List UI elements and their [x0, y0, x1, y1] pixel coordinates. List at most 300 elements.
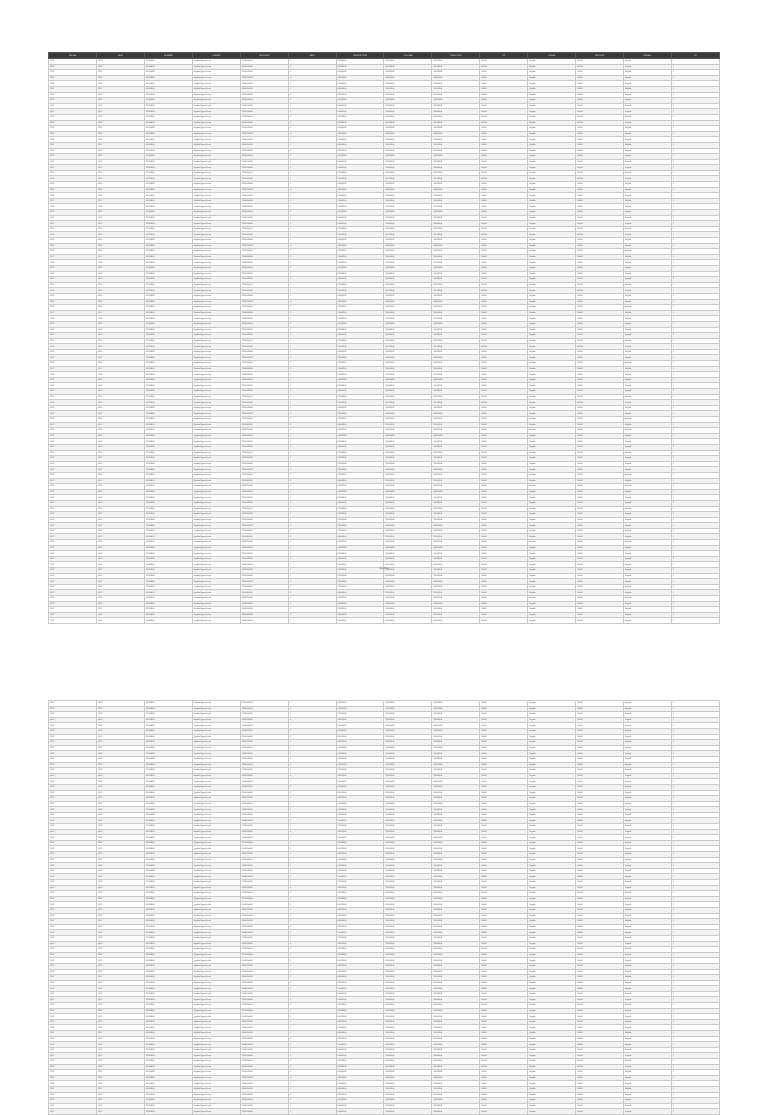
table-cell: 5500000000 — [240, 277, 288, 283]
table-cell: ILEGIBLE — [384, 271, 432, 277]
table-cell: 5500000000 — [240, 1109, 288, 1115]
table-cell: 1023 — [96, 366, 144, 372]
table-cell: 1 — [671, 829, 719, 835]
table-cell: ILEGIBLE — [384, 293, 432, 299]
table-cell: 2022 — [49, 584, 97, 590]
table-cell: 2022 — [49, 338, 97, 344]
table-cell: ILEGIBLE — [432, 333, 480, 339]
table-cell: Ilegible — [624, 517, 672, 523]
data-table-1 — [48, 52, 720, 624]
table-cell: 2022 — [49, 389, 97, 395]
table-cell: 1023 — [96, 779, 144, 785]
table-cell: ilegible@gmail.com — [192, 756, 240, 762]
table-cell: 2022 — [49, 756, 97, 762]
table-cell: Ilegible — [624, 394, 672, 400]
table-cell: ILEGIBLE — [432, 740, 480, 746]
table-cell: 5500000000 — [240, 868, 288, 874]
table-cell: 00000 — [576, 170, 624, 176]
table-cell: Ilegible — [528, 790, 576, 796]
table-cell: ILEGIBLE — [144, 422, 192, 428]
table-cell: 00000 — [576, 109, 624, 115]
table-cell: 2022 — [49, 1031, 97, 1037]
table-cell: 2022 — [49, 126, 97, 132]
table-cell: 2022 — [49, 991, 97, 997]
table-cell: Ilegible — [528, 500, 576, 506]
table-cell: 1023 — [96, 422, 144, 428]
table-cell: 5500000000 — [240, 980, 288, 986]
table-cell: Ilegible — [624, 433, 672, 439]
table-cell: ILEGIBLE — [144, 400, 192, 406]
table-cell: ILEGIBLE — [432, 762, 480, 768]
table-cell: 5500000000 — [240, 846, 288, 852]
table-cell: ILEGIBLE — [384, 919, 432, 925]
table-cell: ILEGIBLE — [144, 517, 192, 523]
table-cell: ILEGIBLE — [336, 86, 384, 92]
table-cell: Ilegible — [528, 114, 576, 120]
table-cell: 1 — [288, 81, 336, 87]
table-cell: Ilegible — [624, 1081, 672, 1087]
table-cell: ILEGIBLE — [144, 389, 192, 395]
table-cell: 00000 — [480, 728, 528, 734]
table-cell: ilegible@gmail.com — [192, 428, 240, 434]
table-cell: 00000 — [480, 852, 528, 858]
table-cell: ILEGIBLE — [144, 417, 192, 423]
table-cell: ILEGIBLE — [144, 148, 192, 154]
table-cell: 1 — [671, 701, 719, 707]
table-cell: ILEGIBLE — [336, 607, 384, 613]
table-cell: ILEGIBLE — [144, 238, 192, 244]
table-cell: Ilegible — [528, 249, 576, 255]
table-cell: 5500000000 — [240, 975, 288, 981]
table-cell: 1 — [288, 740, 336, 746]
table-cell: ILEGIBLE — [432, 612, 480, 618]
table-cell: ILEGIBLE — [336, 126, 384, 132]
table-cell: 00000 — [576, 265, 624, 271]
table-cell: 1023 — [96, 500, 144, 506]
table-cell: ILEGIBLE — [432, 941, 480, 947]
table-cell: 2022 — [49, 919, 97, 925]
table-cell: ILEGIBLE — [384, 997, 432, 1003]
table-cell: ILEGIBLE — [144, 349, 192, 355]
table-cell: 1023 — [96, 361, 144, 367]
table-cell: 00000 — [480, 120, 528, 126]
table-cell: Ilegible — [624, 81, 672, 87]
table-cell: ILEGIBLE — [384, 349, 432, 355]
table-cell: ILEGIBLE — [336, 260, 384, 266]
table-cell: 00000 — [480, 784, 528, 790]
table-cell: ILEGIBLE — [144, 997, 192, 1003]
table-cell: ILEGIBLE — [432, 880, 480, 886]
table-cell: 1 — [288, 1025, 336, 1031]
table-cell: 1 — [288, 411, 336, 417]
table-cell: 1 — [288, 271, 336, 277]
table-cell: ilegible@gmail.com — [192, 773, 240, 779]
table-cell: ILEGIBLE — [336, 952, 384, 958]
table-cell: 00000 — [576, 963, 624, 969]
table-cell: 2022 — [49, 1103, 97, 1109]
table-cell: ILEGIBLE — [336, 907, 384, 913]
table-cell: ILEGIBLE — [384, 941, 432, 947]
table-cell: 2022 — [49, 333, 97, 339]
table-cell: 1023 — [96, 745, 144, 751]
table-cell: ilegible@gmail.com — [192, 484, 240, 490]
table-cell: 1023 — [96, 405, 144, 411]
table-cell: 1023 — [96, 885, 144, 891]
table-cell: 00000 — [480, 98, 528, 104]
table-cell: 1023 — [96, 958, 144, 964]
table-cell: ILEGIBLE — [384, 874, 432, 880]
table-cell: 00000 — [576, 165, 624, 171]
table-cell: 00000 — [576, 198, 624, 204]
table-cell: 5500000000 — [240, 288, 288, 294]
table-cell: 5500000000 — [240, 282, 288, 288]
table-cell: ILEGIBLE — [384, 579, 432, 585]
table-cell: ILEGIBLE — [432, 126, 480, 132]
table-cell: Ilegible — [528, 1047, 576, 1053]
table-cell: 2022 — [49, 327, 97, 333]
table-cell: ILEGIBLE — [432, 863, 480, 869]
table-cell: 5500000000 — [240, 344, 288, 350]
table-cell: ILEGIBLE — [336, 305, 384, 311]
table-cell: 2022 — [49, 1025, 97, 1031]
table-cell: ILEGIBLE — [336, 478, 384, 484]
table-cell: ILEGIBLE — [336, 863, 384, 869]
table-cell: 1 — [671, 840, 719, 846]
table-cell: 00000 — [576, 818, 624, 824]
table-cell: ilegible@gmail.com — [192, 170, 240, 176]
table-cell: ILEGIBLE — [336, 824, 384, 830]
table-cell: 1 — [671, 712, 719, 718]
table-cell: 00000 — [576, 952, 624, 958]
table-cell: 00000 — [576, 366, 624, 372]
table-cell: Ilegible — [528, 1086, 576, 1092]
table-cell: ILEGIBLE — [336, 344, 384, 350]
table-cell: 2022 — [49, 428, 97, 434]
table-cell: ilegible@gmail.com — [192, 131, 240, 137]
table-cell: 5500000000 — [240, 852, 288, 858]
table-cell: 2022 — [49, 1036, 97, 1042]
table-cell: Ilegible — [528, 260, 576, 266]
table-cell: 00000 — [480, 1081, 528, 1087]
table-cell: Ilegible — [528, 467, 576, 473]
table-cell: 1 — [671, 762, 719, 768]
table-cell: 1 — [671, 935, 719, 941]
table-cell: 1023 — [96, 187, 144, 193]
table-cell: ILEGIBLE — [432, 444, 480, 450]
table-cell: 5500000000 — [240, 952, 288, 958]
table-cell: Ilegible — [528, 389, 576, 395]
table-cell: Ilegible — [624, 310, 672, 316]
table-cell: ILEGIBLE — [144, 243, 192, 249]
table-cell: ilegible@gmail.com — [192, 863, 240, 869]
table-cell: ILEGIBLE — [144, 75, 192, 81]
table-cell: 1 — [671, 193, 719, 199]
table-cell: ILEGIBLE — [384, 740, 432, 746]
table-cell: 1023 — [96, 706, 144, 712]
table-cell: ILEGIBLE — [336, 1019, 384, 1025]
table-cell: ILEGIBLE — [144, 500, 192, 506]
table-cell: 5500000000 — [240, 215, 288, 221]
table-cell: ILEGIBLE — [336, 489, 384, 495]
table-cell: ILEGIBLE — [144, 405, 192, 411]
table-cell: 2022 — [49, 590, 97, 596]
table-cell: ILEGIBLE — [336, 310, 384, 316]
table-cell: Ilegible — [528, 751, 576, 757]
table-cell: 1 — [288, 428, 336, 434]
table-cell: ILEGIBLE — [384, 534, 432, 540]
table-cell: ILEGIBLE — [432, 829, 480, 835]
table-cell: 2022 — [49, 316, 97, 322]
table-cell: 00000 — [480, 444, 528, 450]
table-cell: 1 — [288, 562, 336, 568]
table-cell: ILEGIBLE — [144, 913, 192, 919]
table-cell: ILEGIBLE — [432, 148, 480, 154]
table-row — [49, 1109, 720, 1115]
table-cell: 5500000000 — [240, 941, 288, 947]
table-cell: 1 — [671, 1008, 719, 1014]
table-cell: ilegible@gmail.com — [192, 947, 240, 953]
table-cell: 00000 — [480, 417, 528, 423]
table-cell: 1 — [288, 991, 336, 997]
table-cell: Ilegible — [624, 316, 672, 322]
table-cell: 00000 — [480, 75, 528, 81]
table-cell: ILEGIBLE — [384, 210, 432, 216]
table-cell: 00000 — [576, 394, 624, 400]
table-cell: ILEGIBLE — [432, 400, 480, 406]
table-cell: 5500000000 — [240, 896, 288, 902]
table-cell: 00000 — [480, 528, 528, 534]
table-cell: Ilegible — [624, 1064, 672, 1070]
table-cell: Ilegible — [624, 618, 672, 624]
table-cell: 5500000000 — [240, 238, 288, 244]
table-cell: 1 — [671, 907, 719, 913]
table-cell: 2022 — [49, 461, 97, 467]
table-cell: 1 — [288, 963, 336, 969]
table-cell: ILEGIBLE — [336, 361, 384, 367]
table-cell: ILEGIBLE — [144, 1075, 192, 1081]
table-cell: Ilegible — [528, 64, 576, 70]
table-cell: ilegible@gmail.com — [192, 880, 240, 886]
table-cell: ILEGIBLE — [336, 400, 384, 406]
table-cell: 00000 — [576, 422, 624, 428]
table-cell: ilegible@gmail.com — [192, 907, 240, 913]
table-cell: Ilegible — [624, 344, 672, 350]
table-cell: ilegible@gmail.com — [192, 226, 240, 232]
table-cell: 1 — [671, 333, 719, 339]
table-cell: 00000 — [480, 400, 528, 406]
table-cell: ilegible@gmail.com — [192, 159, 240, 165]
table-cell: ILEGIBLE — [336, 958, 384, 964]
table-cell: 1 — [288, 500, 336, 506]
table-cell: 5500000000 — [240, 109, 288, 115]
table-cell: 2022 — [49, 366, 97, 372]
table-cell: ILEGIBLE — [144, 941, 192, 947]
table-cell: ILEGIBLE — [384, 86, 432, 92]
table-cell: 00000 — [576, 868, 624, 874]
table-cell: 1 — [288, 187, 336, 193]
table-cell: Ilegible — [528, 176, 576, 182]
table-cell: Ilegible — [624, 120, 672, 126]
table-cell: 1 — [671, 92, 719, 98]
table-cell: 00000 — [576, 120, 624, 126]
table-cell: ILEGIBLE — [336, 405, 384, 411]
table-cell: ilegible@gmail.com — [192, 980, 240, 986]
table-cell: 2022 — [49, 913, 97, 919]
table-cell: 2022 — [49, 734, 97, 740]
table-cell: ilegible@gmail.com — [192, 238, 240, 244]
table-cell: ILEGIBLE — [144, 1019, 192, 1025]
table-cell: ILEGIBLE — [384, 812, 432, 818]
table-cell: Ilegible — [528, 142, 576, 148]
table-cell: ILEGIBLE — [336, 1014, 384, 1020]
table-cell: 1 — [288, 1059, 336, 1065]
table-cell: ILEGIBLE — [384, 405, 432, 411]
table-cell: 5500000000 — [240, 377, 288, 383]
table-cell: 5500000000 — [240, 456, 288, 462]
table-cell: Ilegible — [528, 807, 576, 813]
table-cell: ILEGIBLE — [144, 81, 192, 87]
table-cell: Ilegible — [528, 796, 576, 802]
table-cell: 1023 — [96, 98, 144, 104]
table-cell: ILEGIBLE — [144, 210, 192, 216]
table-cell: 2022 — [49, 1075, 97, 1081]
table-cell: 1 — [671, 779, 719, 785]
table-cell: 00000 — [480, 288, 528, 294]
table-cell: 1023 — [96, 980, 144, 986]
table-cell: 1 — [671, 400, 719, 406]
table-cell: 5500000000 — [240, 383, 288, 389]
table-cell: 1 — [671, 1103, 719, 1109]
table-cell: 00000 — [576, 534, 624, 540]
table-cell: 00000 — [576, 254, 624, 260]
table-cell: 2022 — [49, 293, 97, 299]
table-cell: ILEGIBLE — [336, 924, 384, 930]
table-cell: Ilegible — [624, 556, 672, 562]
table-cell: ILEGIBLE — [432, 305, 480, 311]
table-cell: 1023 — [96, 467, 144, 473]
table-cell: ILEGIBLE — [384, 896, 432, 902]
table-cell: 00000 — [576, 1036, 624, 1042]
table-cell: 00000 — [480, 310, 528, 316]
table-cell: ILEGIBLE — [432, 433, 480, 439]
table-cell: 1 — [288, 433, 336, 439]
table-cell: 5500000000 — [240, 1042, 288, 1048]
table-cell: ILEGIBLE — [432, 495, 480, 501]
table-cell: ILEGIBLE — [384, 1008, 432, 1014]
column-header: ST — [671, 53, 719, 59]
table-cell: 00000 — [480, 478, 528, 484]
table-cell: Ilegible — [624, 596, 672, 602]
table-cell: ilegible@gmail.com — [192, 86, 240, 92]
table-cell: 1 — [288, 896, 336, 902]
table-cell: 1 — [288, 907, 336, 913]
table-cell: ILEGIBLE — [144, 1036, 192, 1042]
table-cell: ILEGIBLE — [144, 428, 192, 434]
table-cell: 5500000000 — [240, 596, 288, 602]
table-cell: 1023 — [96, 484, 144, 490]
table-cell: 5500000000 — [240, 801, 288, 807]
table-cell: Ilegible — [624, 249, 672, 255]
table-cell: ILEGIBLE — [144, 310, 192, 316]
table-cell: 00000 — [576, 86, 624, 92]
table-cell: ILEGIBLE — [336, 756, 384, 762]
table-cell: 1 — [288, 751, 336, 757]
table-cell: ILEGIBLE — [336, 852, 384, 858]
table-cell: Ilegible — [624, 784, 672, 790]
table-cell: 1023 — [96, 221, 144, 227]
table-cell: Ilegible — [624, 712, 672, 718]
table-cell: 1023 — [96, 411, 144, 417]
table-cell: ILEGIBLE — [336, 779, 384, 785]
table-cell: 1 — [288, 109, 336, 115]
table-cell: Ilegible — [528, 596, 576, 602]
table-cell: 1023 — [96, 1025, 144, 1031]
table-cell: ILEGIBLE — [336, 1064, 384, 1070]
table-cell: 1 — [671, 740, 719, 746]
table-cell: ilegible@gmail.com — [192, 1053, 240, 1059]
table-cell: ilegible@gmail.com — [192, 349, 240, 355]
table-cell: 5500000000 — [240, 1008, 288, 1014]
table-cell: Ilegible — [624, 86, 672, 92]
table-cell: 00000 — [576, 277, 624, 283]
table-cell: 2022 — [49, 1086, 97, 1092]
table-cell: ILEGIBLE — [384, 444, 432, 450]
table-cell: 5500000000 — [240, 723, 288, 729]
table-cell: 00000 — [576, 768, 624, 774]
table-cell: ILEGIBLE — [432, 59, 480, 65]
table-cell: 2022 — [49, 952, 97, 958]
table-cell: ILEGIBLE — [144, 568, 192, 574]
table-cell: 00000 — [576, 232, 624, 238]
table-cell: 00000 — [480, 260, 528, 266]
table-cell: 5500000000 — [240, 762, 288, 768]
table-cell: 1 — [671, 450, 719, 456]
table-cell: 00000 — [576, 349, 624, 355]
table-cell: 00000 — [480, 868, 528, 874]
table-cell: 00000 — [576, 1064, 624, 1070]
table-cell: ILEGIBLE — [384, 265, 432, 271]
table-cell: ILEGIBLE — [384, 880, 432, 886]
table-cell: ilegible@gmail.com — [192, 740, 240, 746]
table-cell: ILEGIBLE — [336, 701, 384, 707]
table-cell: ILEGIBLE — [336, 321, 384, 327]
table-cell: 1023 — [96, 818, 144, 824]
table-cell: ILEGIBLE — [336, 417, 384, 423]
table-cell: Ilegible — [624, 361, 672, 367]
table-cell: Ilegible — [528, 439, 576, 445]
table-cell: ILEGIBLE — [336, 874, 384, 880]
table-cell: 1 — [288, 1075, 336, 1081]
table-cell: ILEGIBLE — [432, 562, 480, 568]
table-cell: ILEGIBLE — [144, 249, 192, 255]
table-cell: ilegible@gmail.com — [192, 734, 240, 740]
table-cell: ILEGIBLE — [384, 327, 432, 333]
table-cell: ILEGIBLE — [384, 1025, 432, 1031]
table-cell: 00000 — [480, 484, 528, 490]
table-cell: ILEGIBLE — [384, 545, 432, 551]
table-cell: ilegible@gmail.com — [192, 846, 240, 852]
table-cell: ILEGIBLE — [144, 1081, 192, 1087]
table-cell: 1023 — [96, 601, 144, 607]
table-cell: ILEGIBLE — [336, 70, 384, 76]
table-cell: 00000 — [480, 221, 528, 227]
table-cell: ILEGIBLE — [384, 450, 432, 456]
table-cell: 5500000000 — [240, 601, 288, 607]
column-header: COLONIA — [384, 53, 432, 59]
table-cell: 1023 — [96, 891, 144, 897]
table-cell: 00000 — [576, 500, 624, 506]
table-cell: ILEGIBLE — [336, 980, 384, 986]
